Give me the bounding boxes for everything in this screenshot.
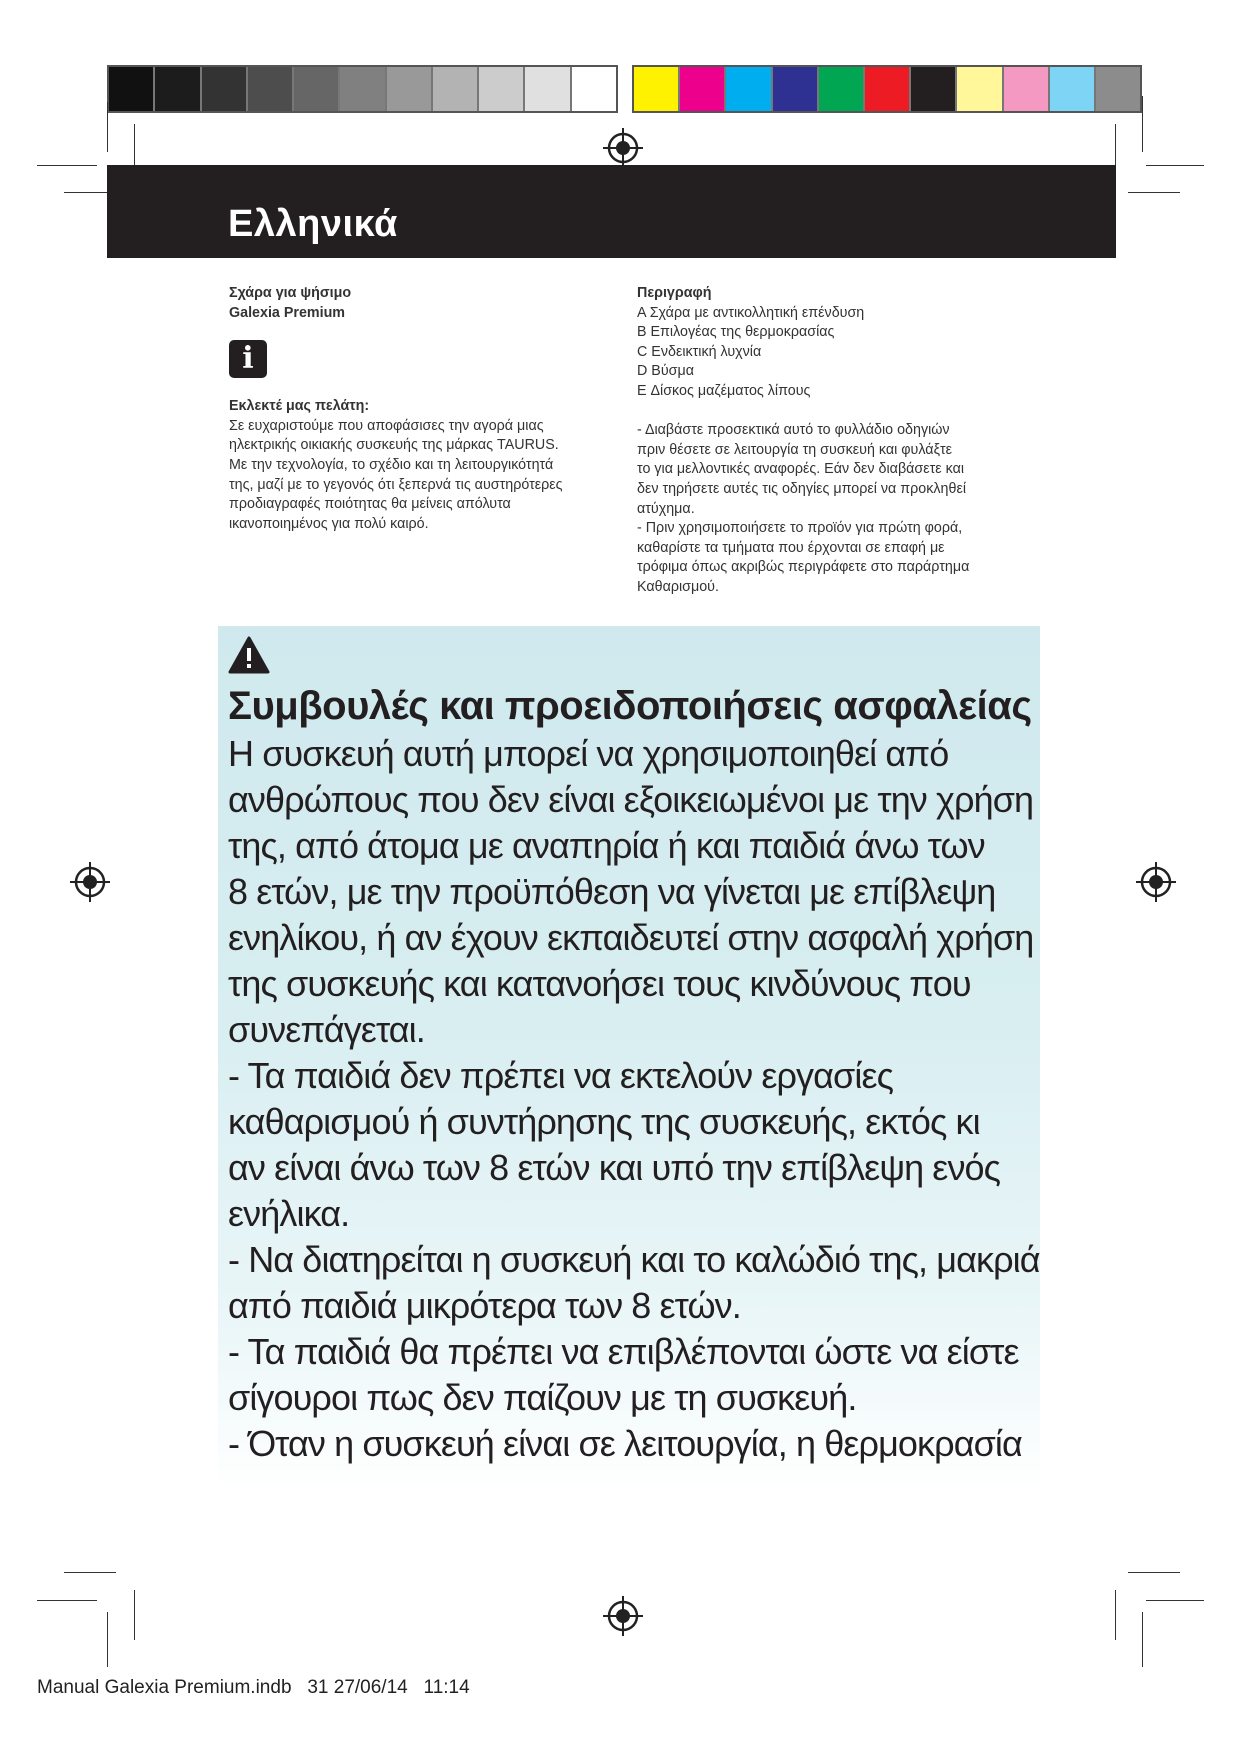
description-note: - Πριν χρησιμοποιήσετε το προϊόν για πρώτη φορά, bbox=[637, 520, 963, 537]
description-item: D Βύσμα bbox=[637, 363, 694, 380]
calibration-swatch bbox=[726, 67, 772, 111]
crop-mark bbox=[64, 1572, 116, 1573]
crop-mark bbox=[1146, 1600, 1204, 1601]
crop-mark bbox=[37, 1600, 97, 1601]
crop-mark bbox=[1146, 165, 1204, 166]
crop-mark bbox=[1115, 1590, 1116, 1640]
description-note: πριν θέσετε σε λειτουργία τη συσκευή και φυλάξτε bbox=[637, 441, 952, 458]
warning-icon bbox=[228, 636, 270, 674]
intro-line: της, μαζί με το γεγονός ότι ξεπερνά τις αυστηρότερες bbox=[229, 476, 563, 493]
crop-mark bbox=[37, 165, 97, 166]
calibration-swatch bbox=[819, 67, 865, 111]
crop-mark bbox=[1128, 192, 1180, 193]
description-note: Καθαρισμού. bbox=[637, 578, 719, 595]
print-slug: Manual Galexia Premium.indb 31 27/06/14 11:14 bbox=[37, 1677, 470, 1698]
page-title: Ελληνικά bbox=[228, 203, 398, 245]
crop-mark bbox=[107, 102, 108, 152]
safety-line: ενήλικα. bbox=[228, 1193, 350, 1234]
calibration-swatch bbox=[865, 67, 911, 111]
description-column bbox=[637, 284, 1041, 598]
safety-line: Η συσκευή αυτή μπορεί να χρησιμοποιηθεί από bbox=[228, 733, 949, 774]
calibration-swatch bbox=[248, 67, 294, 111]
calibration-swatch bbox=[155, 67, 201, 111]
description-item: A Σχάρα με αντικολλητική επένδυση bbox=[637, 304, 865, 321]
safety-title: Συμβουλές και προειδοποιήσεις ασφαλείας bbox=[228, 684, 1032, 728]
safety-line: αν είναι άνω των 8 ετών και υπό την επίβλεψη ενός bbox=[228, 1147, 1001, 1188]
safety-line: καθαρισμού ή συντήρησης της συσκευής, εκτός κι bbox=[228, 1101, 980, 1142]
calibration-swatch bbox=[1004, 67, 1050, 111]
crop-mark bbox=[134, 1590, 135, 1640]
calibration-swatch bbox=[773, 67, 819, 111]
grayscale-calibration-bar bbox=[107, 65, 618, 113]
description-note: καθαρίστε τα τμήματα που έρχονται σε επαφή με bbox=[637, 539, 945, 556]
calibration-swatch bbox=[1050, 67, 1096, 111]
intro-column bbox=[229, 284, 621, 534]
safety-line: - Όταν η συσκευή είναι σε λειτουργία, η θερμοκρασία bbox=[228, 1423, 1022, 1464]
safety-line: ανθρώπους που δεν είναι εξοικειωμένοι με την χρήση bbox=[228, 779, 1034, 820]
description-item: C Ενδεικτική λυχνία bbox=[637, 343, 762, 360]
calibration-swatch bbox=[911, 67, 957, 111]
registration-mark-icon bbox=[603, 1596, 643, 1636]
calibration-swatch bbox=[340, 67, 386, 111]
product-line-2: Galexia Premium bbox=[229, 304, 346, 321]
description-note: τρόφιμα όπως ακριβώς περιγράφετε στο παράρτημα bbox=[637, 559, 970, 576]
description-item: B Επιλογέας της θερμοκρασίας bbox=[637, 324, 835, 341]
calibration-swatch bbox=[680, 67, 726, 111]
registration-mark-icon bbox=[603, 128, 643, 168]
safety-line: - Τα παιδιά θα πρέπει να επιβλέπονται ώστε να είστε bbox=[228, 1331, 1019, 1372]
description-note: ατύχημα. bbox=[637, 500, 695, 517]
calibration-swatch bbox=[433, 67, 479, 111]
calibration-swatch bbox=[202, 67, 248, 111]
calibration-swatch bbox=[109, 67, 155, 111]
calibration-swatch bbox=[387, 67, 433, 111]
intro-line: ικανοποιημένος για πολύ καιρό. bbox=[229, 515, 429, 532]
product-line-1: Σχάρα για ψήσιμο bbox=[229, 285, 352, 301]
intro-heading: Εκλεκτέ μας πελάτη: bbox=[229, 398, 370, 415]
intro-line: ηλεκτρικής οικιακής συσκευής της μάρκας TAURUS. bbox=[229, 437, 559, 454]
intro-line: Σε ευχαριστούμε που αποφάσισες την αγορά μιας bbox=[229, 417, 544, 434]
safety-line: σίγουροι πως δεν παίζουν με τη συσκευή. bbox=[228, 1377, 857, 1418]
safety-line: της συσκευής και κατανοήσει τους κινδύνους που bbox=[228, 963, 971, 1004]
intro-line: Με την τεχνολογία, το σχέδιο και τη λειτουργικότητά bbox=[229, 456, 554, 473]
registration-mark-icon bbox=[1136, 862, 1176, 902]
info-icon: i bbox=[229, 340, 267, 378]
crop-mark bbox=[107, 1612, 108, 1667]
description-note: δεν τηρήσετε αυτές τις οδηγίες μπορεί να προκληθεί bbox=[637, 480, 966, 497]
crop-mark bbox=[1142, 96, 1143, 152]
calibration-swatch bbox=[294, 67, 340, 111]
description-note: το για μελλοντικές αναφορές. Εάν δεν διαβάσετε και bbox=[637, 461, 965, 478]
calibration-swatch bbox=[1096, 67, 1140, 111]
safety-line: ενηλίκου, ή αν έχουν εκπαιδευτεί στην ασφαλή χρήση bbox=[228, 917, 1034, 958]
safety-line: της, από άτομα με αναπηρία ή και παιδιά άνω των bbox=[228, 825, 985, 866]
description-heading: Περιγραφή bbox=[637, 285, 712, 301]
crop-mark bbox=[1142, 1612, 1143, 1667]
safety-line: - Να διατηρείται η συσκευή και το καλώδιό της, μακριά bbox=[228, 1239, 1040, 1280]
registration-mark-icon bbox=[70, 862, 110, 902]
safety-line: από παιδιά μικρότερα των 8 ετών. bbox=[228, 1285, 741, 1326]
crop-mark bbox=[1128, 1572, 1180, 1573]
description-note: - Διαβάστε προσεκτικά αυτό το φυλλάδιο οδηγιών bbox=[637, 422, 950, 439]
description-item: E Δίσκος μαζέματος λίπους bbox=[637, 382, 811, 399]
calibration-swatch bbox=[525, 67, 571, 111]
safety-line: - Τα παιδιά δεν πρέπει να εκτελούν εργασίες bbox=[228, 1055, 894, 1096]
color-calibration-bar bbox=[632, 65, 1142, 113]
calibration-swatch bbox=[634, 67, 680, 111]
safety-line: 8 ετών, με την προϋπόθεση να γίνεται με επίβλεψη bbox=[228, 871, 996, 912]
calibration-swatch bbox=[957, 67, 1003, 111]
safety-line: συνεπάγεται. bbox=[228, 1009, 425, 1050]
calibration-swatch bbox=[572, 67, 616, 111]
calibration-swatch bbox=[479, 67, 525, 111]
safety-text bbox=[228, 731, 1058, 1467]
intro-line: προδιαγραφές ποιότητας θα μείνεις απόλυτα bbox=[229, 496, 511, 513]
